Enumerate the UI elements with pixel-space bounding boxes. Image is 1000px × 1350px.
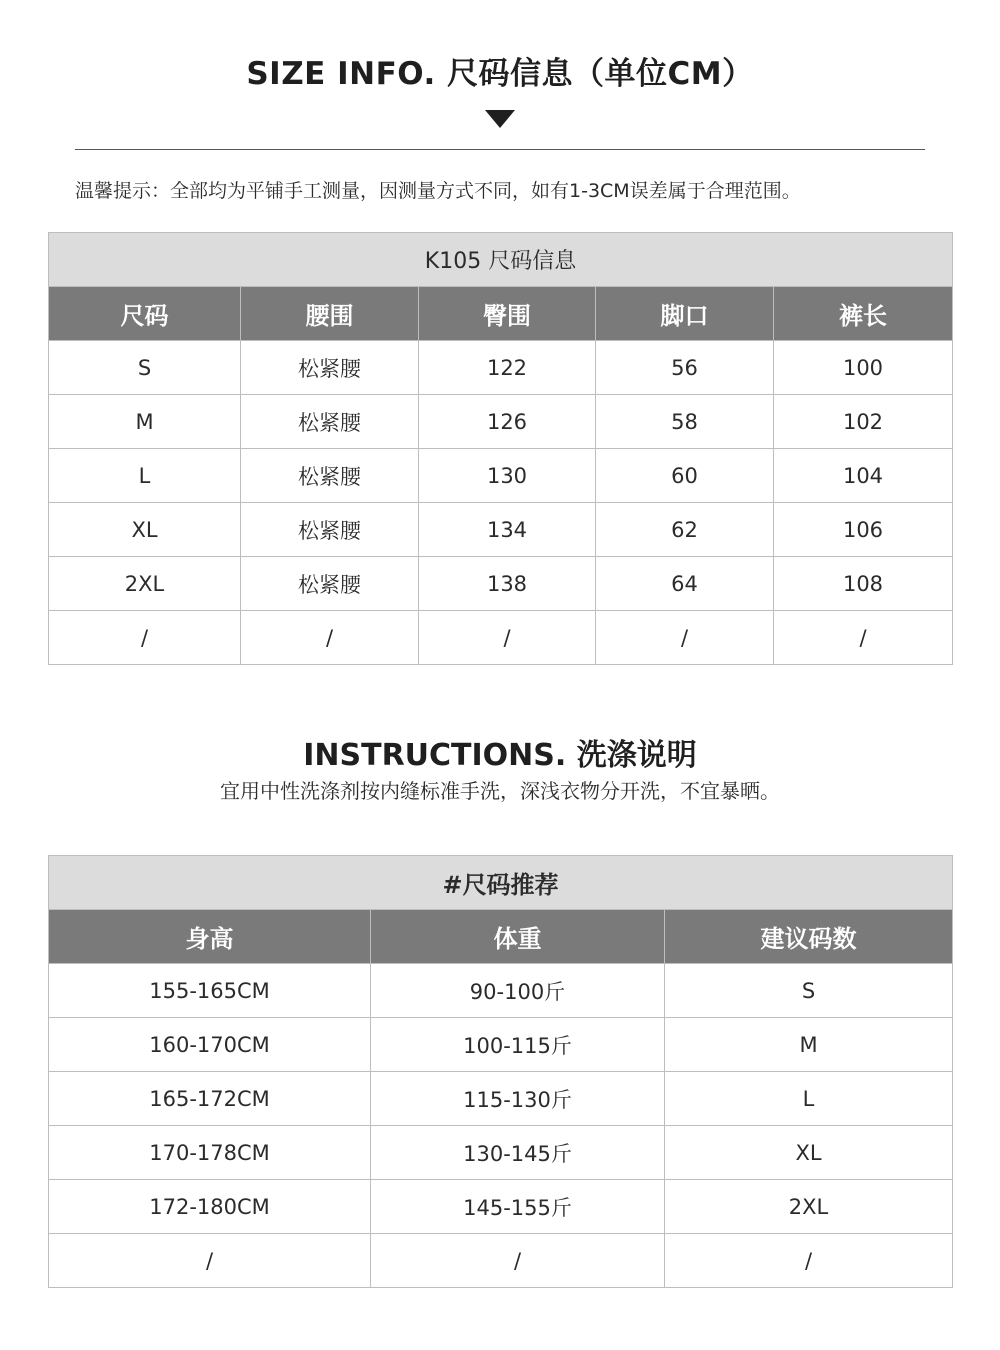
table-cell: 松紧腰 (241, 341, 419, 395)
table-row (49, 341, 953, 395)
table-cell: 松紧腰 (241, 557, 419, 611)
table-cell: / (419, 611, 596, 665)
down-triangle-icon (485, 110, 515, 128)
table-row (49, 964, 953, 1018)
table-cell: S (49, 341, 241, 395)
table-row (49, 557, 953, 611)
table-cell: 145-155斤 (371, 1180, 665, 1234)
table-cell: 170-178CM (49, 1126, 371, 1180)
measurement-tip: 温馨提示：全部均为平铺手工测量，因测量方式不同，如有1-3CM误差属于合理范围。 (75, 180, 801, 202)
page-title: SIZE INFO. 尺码信息（单位CM） (246, 56, 754, 92)
column-header: 脚口 (596, 287, 774, 341)
size-info-table (48, 232, 953, 665)
column-header: 腰围 (241, 287, 419, 341)
table-cell: 松紧腰 (241, 449, 419, 503)
table-cell: 115-130斤 (371, 1072, 665, 1126)
table-cell: 102 (774, 395, 953, 449)
table-row (49, 1072, 953, 1126)
table-cell: M (665, 1018, 953, 1072)
table-cell: 2XL (49, 557, 241, 611)
table-header-row (49, 287, 953, 341)
table-cell: 106 (774, 503, 953, 557)
table-cell: 155-165CM (49, 964, 371, 1018)
instructions-text: 宜用中性洗涤剂按内缝标准手洗，深浅衣物分开洗，不宜暴晒。 (220, 779, 780, 803)
table-cell: 100-115斤 (371, 1018, 665, 1072)
table-cell: 90-100斤 (371, 964, 665, 1018)
table-cell: 62 (596, 503, 774, 557)
table-cell: 56 (596, 341, 774, 395)
table-cell: / (241, 611, 419, 665)
table-cell: 2XL (665, 1180, 953, 1234)
table-cell: L (49, 449, 241, 503)
table-caption-row (49, 856, 953, 910)
table-caption: K105 尺码信息 (49, 233, 953, 287)
table-cell: / (49, 611, 241, 665)
table-row (49, 1234, 953, 1288)
table-cell: 松紧腰 (241, 503, 419, 557)
column-header: 体重 (371, 910, 665, 964)
table-cell: 100 (774, 341, 953, 395)
table-cell: 138 (419, 557, 596, 611)
table-caption-row (49, 233, 953, 287)
table-cell: XL (49, 503, 241, 557)
table-cell: 160-170CM (49, 1018, 371, 1072)
table-cell: 58 (596, 395, 774, 449)
table-row (49, 1018, 953, 1072)
table-header-row (49, 910, 953, 964)
table-cell: 134 (419, 503, 596, 557)
table-row (49, 395, 953, 449)
table-row (49, 449, 953, 503)
column-header: 裤长 (774, 287, 953, 341)
table-cell: S (665, 964, 953, 1018)
table-cell: 108 (774, 557, 953, 611)
table-cell: 172-180CM (49, 1180, 371, 1234)
table-row (49, 611, 953, 665)
instructions-title: INSTRUCTIONS. 洗涤说明 (303, 738, 697, 773)
divider (75, 149, 925, 150)
table-row (49, 1180, 953, 1234)
table-cell: / (49, 1234, 371, 1288)
table-cell: 130-145斤 (371, 1126, 665, 1180)
column-header: 身高 (49, 910, 371, 964)
table-row (49, 1126, 953, 1180)
table-cell: / (774, 611, 953, 665)
table-cell: 165-172CM (49, 1072, 371, 1126)
table-cell: / (596, 611, 774, 665)
column-header: 臀围 (419, 287, 596, 341)
table-cell: 60 (596, 449, 774, 503)
table-row (49, 503, 953, 557)
table-cell: L (665, 1072, 953, 1126)
size-recommendation-table (48, 855, 953, 1288)
table-cell: 122 (419, 341, 596, 395)
table-caption: #尺码推荐 (49, 856, 953, 910)
table-cell: 64 (596, 557, 774, 611)
table-cell: 104 (774, 449, 953, 503)
table-cell: M (49, 395, 241, 449)
table-cell: XL (665, 1126, 953, 1180)
table-cell: 130 (419, 449, 596, 503)
column-header: 尺码 (49, 287, 241, 341)
table-cell: 松紧腰 (241, 395, 419, 449)
column-header: 建议码数 (665, 910, 953, 964)
table-cell: / (371, 1234, 665, 1288)
table-cell: 126 (419, 395, 596, 449)
table-cell: / (665, 1234, 953, 1288)
